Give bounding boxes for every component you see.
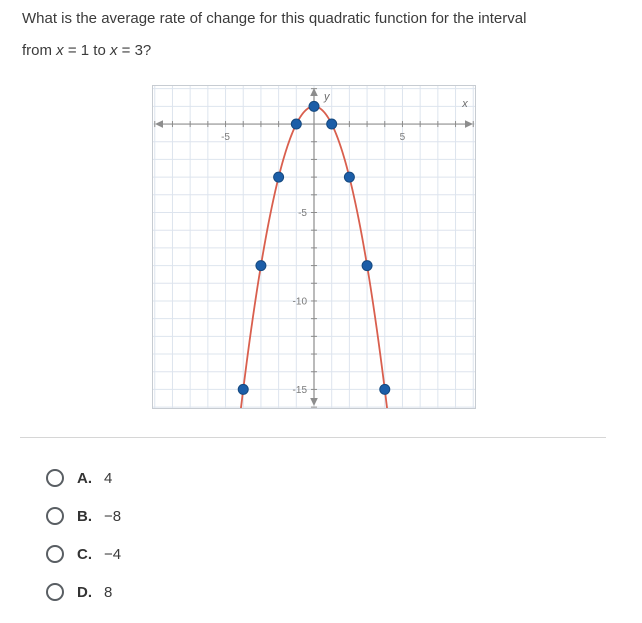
answer-options — [46, 466, 121, 618]
option-letter: B. — [77, 507, 92, 525]
data-point — [256, 261, 266, 271]
divider — [20, 437, 606, 438]
option-letter: D. — [77, 583, 92, 601]
option-b[interactable] — [46, 504, 121, 528]
x-tick-label: 5 — [399, 132, 406, 144]
option-letter: A. — [77, 469, 92, 487]
option-a[interactable] — [46, 466, 121, 490]
graph-panel — [152, 85, 476, 409]
option-c[interactable] — [46, 542, 121, 566]
y-tick-label: -5 — [298, 208, 307, 219]
data-point — [362, 261, 372, 271]
y-axis-label: y — [324, 91, 330, 103]
data-point — [238, 384, 248, 394]
option-value: −4 — [104, 545, 122, 563]
option-value: 8 — [104, 583, 113, 601]
data-point — [274, 172, 284, 182]
x-tick-label: -5 — [221, 132, 230, 144]
option-a-radio[interactable] — [46, 469, 64, 487]
parabola-graph — [153, 86, 475, 408]
x-axis-label: x — [462, 98, 468, 111]
option-value: 4 — [104, 469, 113, 487]
math-variable: x — [109, 42, 118, 59]
data-point — [309, 101, 319, 111]
data-point — [291, 119, 301, 129]
question-segment: = 1 to — [63, 42, 110, 59]
data-point — [344, 172, 354, 182]
option-letter: C. — [77, 545, 92, 563]
option-b-radio[interactable] — [46, 507, 64, 525]
data-point — [327, 119, 337, 129]
question-segment: from — [22, 42, 57, 59]
question-text — [22, 3, 622, 67]
option-c-radio[interactable] — [46, 545, 64, 563]
option-value: −8 — [104, 507, 122, 525]
option-d[interactable] — [46, 580, 121, 604]
y-tick-label: -15 — [292, 384, 307, 396]
data-point — [380, 384, 390, 394]
option-d-radio[interactable] — [46, 583, 64, 601]
math-variable: x — [56, 42, 64, 59]
y-tick-label: -10 — [292, 296, 307, 308]
question-segment: = 3? — [117, 42, 152, 59]
question-segment: What is the average rate of change for this quadratic function for the interval — [22, 10, 527, 27]
